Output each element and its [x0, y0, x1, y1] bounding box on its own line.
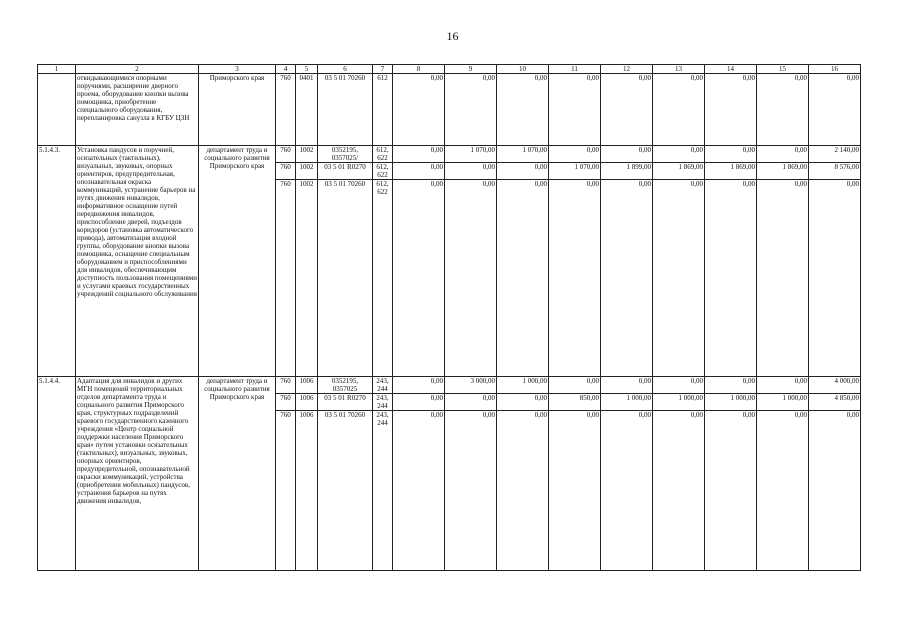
header-cell: 15 [757, 65, 809, 74]
table-cell: 03 5 01 70260 [318, 411, 373, 571]
table-cell: 2 140,00 [809, 146, 861, 163]
table-cell: 0,00 [393, 377, 445, 394]
table-cell: 4 850,00 [809, 394, 861, 411]
row-executor: департамент труда и социального развития Приморского края [199, 146, 276, 377]
table-cell: 03 5 01 R0270 [318, 163, 373, 180]
table-cell: 0,00 [393, 74, 445, 146]
header-cell: 8 [393, 65, 445, 74]
table-cell: 760 [276, 394, 296, 411]
table-cell: 0,00 [757, 180, 809, 377]
table-cell: 0,00 [549, 411, 601, 571]
table-cell: 0352195, 0357025/ [318, 146, 373, 163]
table-cell: 03 5 01 70260 [318, 180, 373, 377]
table-cell: 0,00 [445, 180, 497, 377]
table-cell: 0,00 [653, 180, 705, 377]
table-cell: 760 [276, 163, 296, 180]
table-cell: 8 576,00 [809, 163, 861, 180]
table-cell: 850,00 [549, 394, 601, 411]
table-cell: 760 [276, 180, 296, 377]
table-cell: 1 000,00 [601, 394, 653, 411]
table-cell: 0,00 [705, 180, 757, 377]
header-cell: 9 [445, 65, 497, 74]
table-cell: 612 [373, 74, 393, 146]
table-cell: 0,00 [601, 411, 653, 571]
table-cell: 0,00 [497, 394, 549, 411]
table-row [38, 146, 861, 163]
table-cell: 243, 244 [373, 377, 393, 394]
header-cell: 10 [497, 65, 549, 74]
table-cell: 0,00 [549, 74, 601, 146]
table-cell: 0,00 [705, 411, 757, 571]
header-cell: 13 [653, 65, 705, 74]
table-cell: 0,00 [497, 163, 549, 180]
table-cell: 0352195, 0357025 [318, 377, 373, 394]
table-cell: 0,00 [601, 74, 653, 146]
header-cell: 1 [38, 65, 76, 74]
table-row [38, 74, 861, 146]
table-cell: 0,00 [653, 411, 705, 571]
table-cell: 760 [276, 74, 296, 146]
table-cell: 1002 [296, 180, 318, 377]
row-description: откидывающимися опорными поручнями, расширение дверного проема, оборудование кнопки вызова помощника, приобретение специального оборудования, перепланировка санузла в КГБУ ЦЗН [76, 74, 199, 146]
table-cell: 1006 [296, 377, 318, 394]
row-id: 5.1.4.4. [38, 377, 76, 571]
row-executor: Приморского края [199, 74, 276, 146]
table-cell: 0,00 [809, 180, 861, 377]
table-cell: 0,00 [445, 74, 497, 146]
table-cell: 0,00 [445, 411, 497, 571]
header-cell: 14 [705, 65, 757, 74]
table-cell: 1 070,00 [445, 146, 497, 163]
table-cell: 0,00 [809, 74, 861, 146]
header-cell: 3 [199, 65, 276, 74]
table-cell: 1002 [296, 146, 318, 163]
table-cell: 0,00 [809, 411, 861, 571]
table-cell: 1002 [296, 163, 318, 180]
table-cell: 1 070,00 [497, 146, 549, 163]
page-number: 16 [446, 29, 459, 43]
header-cell: 16 [809, 65, 861, 74]
row-executor: департамент труда и социального развития Приморского края [199, 377, 276, 571]
table-cell: 0,00 [705, 146, 757, 163]
table-cell: 1 000,00 [757, 394, 809, 411]
table-cell: 1 869,00 [757, 163, 809, 180]
header-cell: 12 [601, 65, 653, 74]
table-cell: 243, 244 [373, 411, 393, 571]
table-cell: 0,00 [653, 146, 705, 163]
header-cell: 6 [318, 65, 373, 74]
table-cell: 0,00 [393, 146, 445, 163]
table-cell: 760 [276, 146, 296, 163]
table-cell: 0,00 [497, 74, 549, 146]
table-cell: 0,00 [445, 163, 497, 180]
table-cell: 612, 622 [373, 146, 393, 163]
table-cell: 0,00 [653, 74, 705, 146]
row-description: Адаптация для инвалидов и других МГН помещений территориальных отделов департамента труда и социального развития Приморского края, структурных подразделений краевого государственного казенного учреждения «Центр социальной поддержки населения Приморского края» путем установки осязательных (тактильных), визуальных, звуковых, опорных ориентиров, предупредительной, опознавательной окраски коммуникаций, устройства (приобретения мобильных) пандусов, устранения барьеров на путях движения инвалидов, [76, 377, 199, 571]
table-cell: 612, 622 [373, 180, 393, 377]
header-cell: 11 [549, 65, 601, 74]
table-cell: 3 000,00 [445, 377, 497, 394]
header-cell: 2 [76, 65, 199, 74]
table-cell: 1006 [296, 394, 318, 411]
table-cell: 0,00 [601, 377, 653, 394]
row-id [38, 74, 76, 146]
table-cell: 0,00 [601, 180, 653, 377]
table-cell: 1 070,00 [549, 163, 601, 180]
table-cell: 0,00 [393, 394, 445, 411]
header-row [38, 65, 861, 74]
table-cell: 0,00 [445, 394, 497, 411]
table-cell: 1 869,00 [705, 163, 757, 180]
row-description: Установка пандусов и поручней, осязательных (тактильных), визуальных, звуковых, опорных ориентиров, предупредительная, опознавательная окраска коммуникаций, устранение барьеров на путях движения инвалидов, информативное оснащение путей передвижения инвалидов, приспособление дверей, подъездов коридоров (установка автоматического привода), автоматизация входной группы, оборудование кнопки вызова помощника, оснащение специальным оборудованием и приспособлениями для инвалидов, обеспечивающим доступность пользования помещениями и услугами краевых государственных учреждений социального обслуживания [76, 146, 199, 377]
table-cell: 1 899,00 [601, 163, 653, 180]
header-cell: 5 [296, 65, 318, 74]
table-cell: 0401 [296, 74, 318, 146]
table-cell: 0,00 [757, 146, 809, 163]
table-cell: 1006 [296, 411, 318, 571]
table-cell: 243, 244 [373, 394, 393, 411]
table-cell: 03 5 01 R0270 [318, 394, 373, 411]
table-cell: 0,00 [497, 411, 549, 571]
table-row [38, 377, 861, 394]
table-cell: 0,00 [497, 180, 549, 377]
table-cell: 0,00 [705, 377, 757, 394]
table-cell: 1 000,00 [497, 377, 549, 394]
table-cell: 0,00 [393, 180, 445, 377]
table-cell: 1 869,00 [653, 163, 705, 180]
table-cell: 0,00 [757, 411, 809, 571]
table-cell: 0,00 [757, 377, 809, 394]
row-id: 5.1.4.3. [38, 146, 76, 377]
table-cell: 0,00 [757, 74, 809, 146]
table-cell: 0,00 [393, 163, 445, 180]
table-cell: 1 000,00 [705, 394, 757, 411]
table-cell: 0,00 [393, 411, 445, 571]
header-cell: 4 [276, 65, 296, 74]
table-cell: 1 000,00 [653, 394, 705, 411]
table-cell: 0,00 [601, 146, 653, 163]
budget-table [37, 64, 861, 571]
table-cell: 0,00 [549, 180, 601, 377]
table-cell: 760 [276, 411, 296, 571]
table-cell: 612, 622 [373, 163, 393, 180]
table-cell: 0,00 [705, 74, 757, 146]
table-cell: 0,00 [653, 377, 705, 394]
table-cell: 0,00 [549, 146, 601, 163]
header-cell: 7 [373, 65, 393, 74]
table-cell: 760 [276, 377, 296, 394]
table-cell: 03 5 01 70260 [318, 74, 373, 146]
table-cell: 4 000,00 [809, 377, 861, 394]
table-cell: 0,00 [549, 377, 601, 394]
